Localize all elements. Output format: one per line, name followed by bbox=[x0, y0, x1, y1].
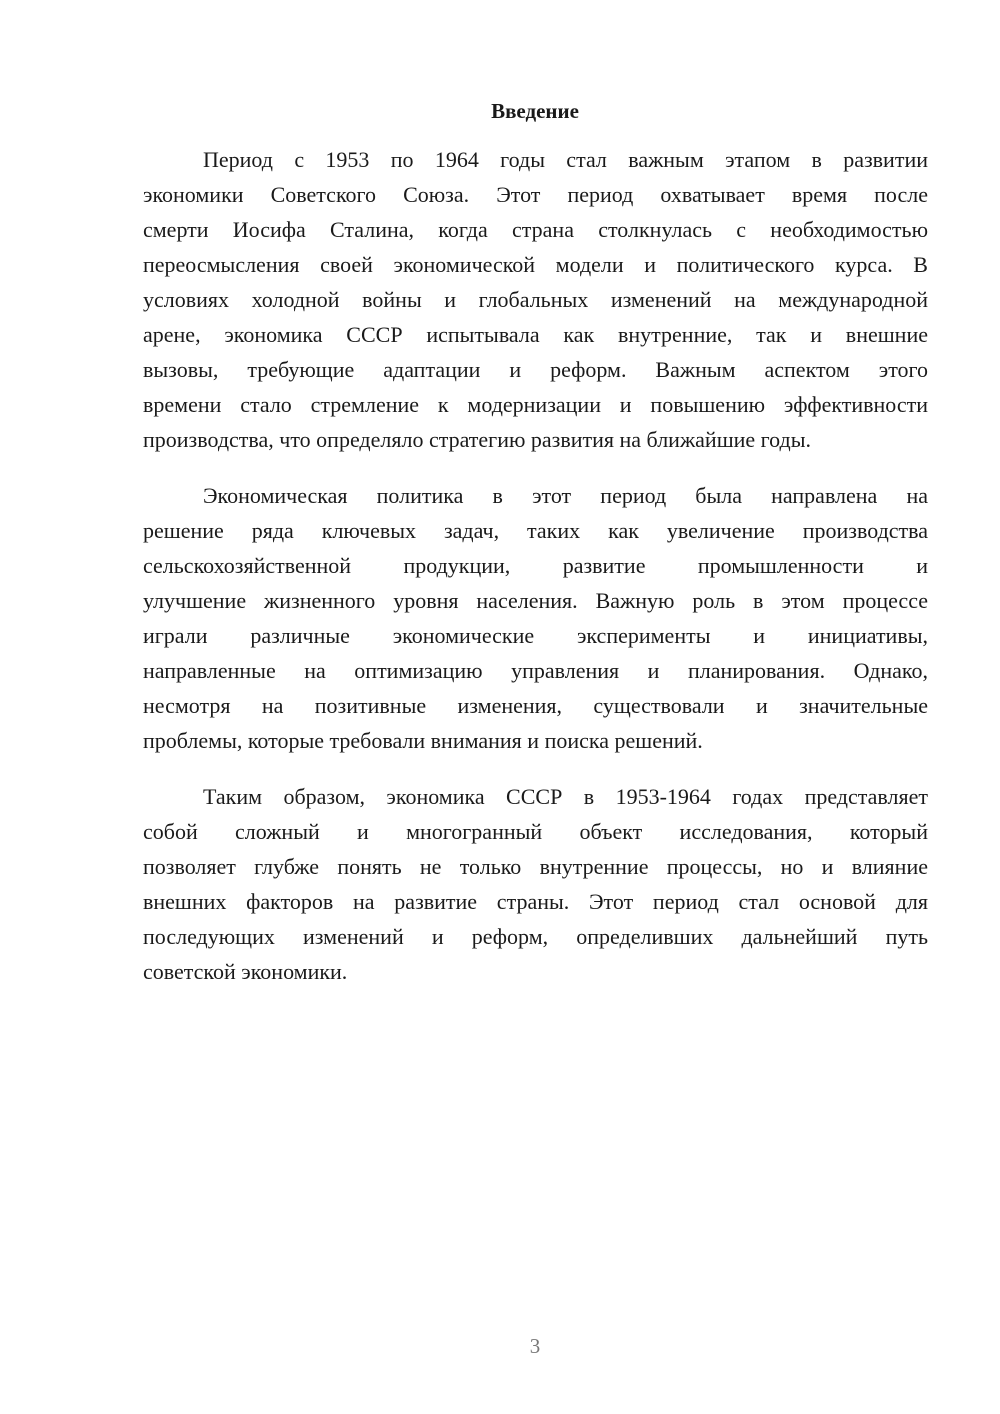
page-number: 3 bbox=[529, 1334, 541, 1358]
text-line: экономики Советского Союза. Этот период охватывает время после bbox=[143, 182, 928, 207]
text-line: направленные на оптимизацию управления и планирования. Однако, bbox=[143, 658, 928, 683]
text-line: советской экономики. bbox=[143, 959, 348, 984]
text-line: проблемы, которые требовали внимания и поиска решений. bbox=[143, 728, 703, 753]
text-line: Экономическая политика в этот период была направлена на bbox=[203, 483, 928, 508]
text-line: вызовы, требующие адаптации и реформ. Важным аспектом этого bbox=[143, 357, 928, 382]
text-line: условиях холодной войны и глобальных изменений на международной bbox=[143, 287, 928, 312]
paragraph bbox=[143, 142, 928, 457]
text-line: решение ряда ключевых задач, таких как увеличение производства bbox=[143, 518, 928, 543]
text-line: позволяет глубже понять не только внутренние процессы, но и влияние bbox=[143, 854, 928, 879]
text-line: несмотря на позитивные изменения, существовали и значительные bbox=[143, 693, 928, 718]
paragraph bbox=[143, 779, 928, 989]
text-line: собой сложный и многогранный объект исследования, который bbox=[143, 819, 928, 844]
text-line: сельскохозяйственной продукции, развитие промышленности и bbox=[143, 553, 928, 578]
text-line: переосмысления своей экономической модели и политического курса. В bbox=[143, 252, 928, 277]
text-line: внешних факторов на развитие страны. Этот период стал основой для bbox=[143, 889, 928, 914]
text-line: Таким образом, экономика СССР в 1953-1964 годах представляет bbox=[203, 784, 928, 809]
text-line: играли различные экономические эксперименты и инициативы, bbox=[143, 623, 928, 648]
text-line: последующих изменений и реформ, определивших дальнейший путь bbox=[143, 924, 928, 949]
paragraph bbox=[143, 478, 928, 758]
text-line: времени стало стремление к модернизации и повышению эффективности bbox=[143, 392, 928, 417]
text-line: производства, что определяло стратегию развития на ближайшие годы. bbox=[143, 427, 811, 452]
section-title: Введение bbox=[491, 99, 579, 123]
text-line: арене, экономика СССР испытывала как внутренние, так и внешние bbox=[143, 322, 928, 347]
text-line: смерти Иосифа Сталина, когда страна столкнулась с необходимостью bbox=[143, 217, 928, 242]
document-body bbox=[143, 142, 928, 1010]
text-line: улучшение жизненного уровня населения. Важную роль в этом процессе bbox=[143, 588, 928, 613]
text-line: Период с 1953 по 1964 годы стал важным этапом в развитии bbox=[203, 147, 928, 172]
